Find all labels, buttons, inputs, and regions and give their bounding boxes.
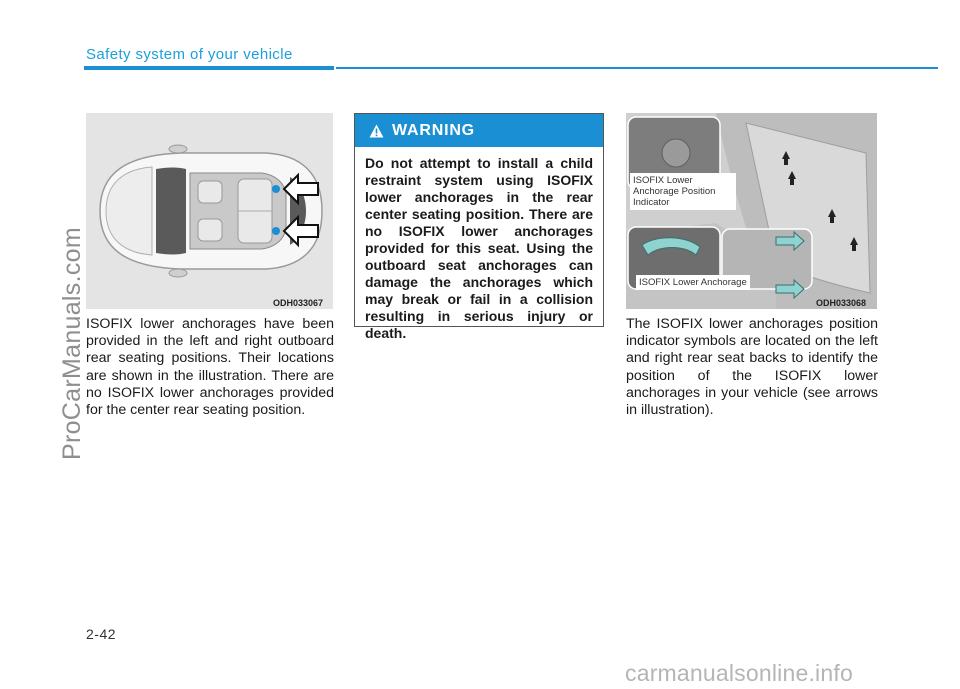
callout-anchorage: ISOFIX Lower Anchorage bbox=[636, 275, 750, 290]
paragraph-2: The ISOFIX lower anchorages position indicator symbols are located on the left and right rear seat backs to identify the position of the ISOFIX lower anchorages in your vehicle (see arrows in illustration). bbox=[626, 316, 878, 419]
section-title: Safety system of your vehicle bbox=[86, 46, 293, 63]
figure2-code: ODH033068 bbox=[816, 298, 867, 308]
side-watermark bbox=[26, 227, 86, 650]
car-top-view-illustration bbox=[86, 113, 333, 309]
header-rule-thick bbox=[84, 66, 334, 70]
side-watermark-text: ProCarManuals.com bbox=[58, 227, 86, 460]
page-number: 2-42 bbox=[86, 626, 117, 642]
rear-seat-illustration bbox=[626, 113, 877, 309]
warning-box bbox=[354, 113, 604, 341]
figure1-code: ODH033067 bbox=[273, 298, 324, 308]
callout-indicator: ISOFIX Lower Anchorage Position Indicator bbox=[630, 173, 736, 210]
header-rule-thin bbox=[336, 67, 938, 69]
warning-text: Do not attempt to install a child restraint system using ISOFIX lower anchorages in the rear center seating position. There are no ISOFIX lower anchorages provided for this seat. Using the outboard seat anchorages can damage the anchorages which may break or fail in a collision resulting in serious injury or death. bbox=[365, 155, 593, 341]
paragraph-1: ISOFIX lower anchorages have been provided in the left and right outboard rear seating positions. Their locations are shown in the illustration. There are no ISOFIX lower anchorages provided for the center rear seating position. bbox=[86, 316, 334, 419]
footer-watermark: carmanualsonline.info bbox=[625, 660, 853, 686]
warning-header bbox=[355, 114, 603, 147]
warning-title: WARNING bbox=[392, 121, 475, 139]
car-top-view-drawing bbox=[86, 113, 333, 309]
warning-triangle-icon bbox=[369, 124, 384, 138]
